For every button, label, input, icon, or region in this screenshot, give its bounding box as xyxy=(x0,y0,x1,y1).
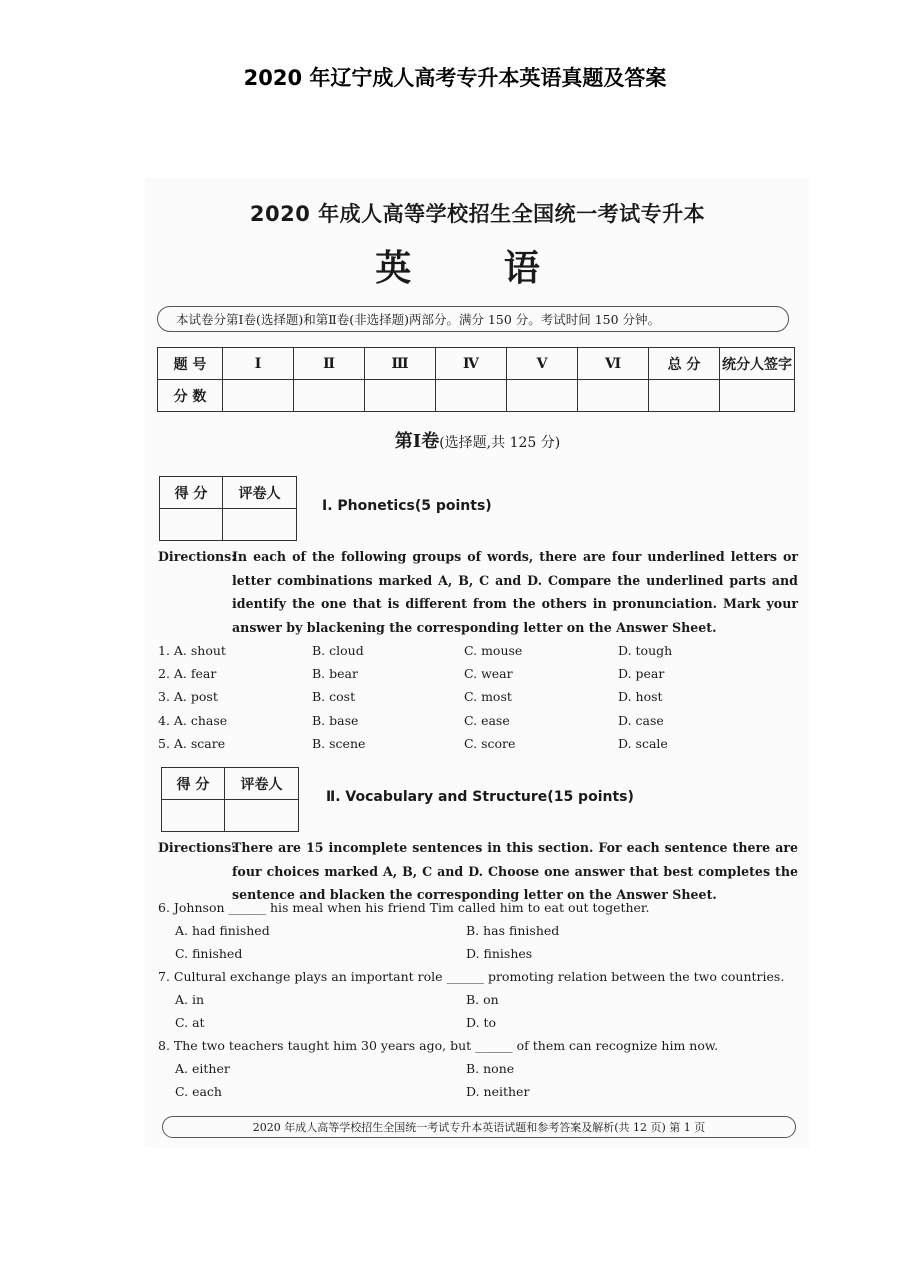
section2-heading: Ⅱ. Vocabulary and Structure(15 points) xyxy=(326,789,634,805)
option: C. score xyxy=(464,735,516,751)
list-item xyxy=(158,666,798,689)
option: C. mouse xyxy=(464,643,523,658)
option: B. none xyxy=(466,1061,515,1076)
score-row-label: 分 数 xyxy=(158,380,223,412)
document-title: 2020 年辽宁成人高考专升本英语真题及答案 xyxy=(243,66,667,90)
option-row xyxy=(158,992,798,1015)
option: C. ease xyxy=(464,712,510,728)
section1-directions xyxy=(158,545,798,639)
directions-label: Directions: xyxy=(158,840,236,855)
option: B. on xyxy=(466,992,499,1007)
score-cell xyxy=(578,380,649,412)
grader-score-cell xyxy=(162,800,225,832)
option: 1. A. shout xyxy=(158,643,226,658)
score-cell xyxy=(223,380,294,412)
option: 3. A. post xyxy=(158,689,218,705)
option: D. to xyxy=(466,1015,497,1030)
option: D. scale xyxy=(618,735,668,751)
option: D. case xyxy=(618,712,664,728)
option: 4. A. chase xyxy=(158,712,228,728)
list-item xyxy=(158,713,798,736)
option: D. host xyxy=(618,689,663,705)
exam-title: 2020 年成人高等学校招生全国统一考试专升本 xyxy=(249,202,706,226)
score-header-cell: 总 分 xyxy=(649,348,720,380)
directions-text: In each of the following groups of words, there are four underlined letters or letter combinations marked A, B, C and D. Compare the underlined parts and identify the one that is different from the others in pronunciation. Mark your answer by blackening the corresponding letter on the Answer Sheet. xyxy=(232,549,798,635)
grader-reviewer-cell xyxy=(225,800,299,832)
question-stem xyxy=(158,1038,798,1061)
part1-title-text: 第Ⅰ卷 xyxy=(394,431,440,452)
score-header-cell: Ⅱ xyxy=(294,348,365,380)
directions-label: Directions: xyxy=(158,549,236,564)
option: C. finished xyxy=(175,946,243,961)
option: C. most xyxy=(464,689,512,705)
score-table-header-row xyxy=(158,348,795,380)
page-footer: 2020 年成人高等学校招生全国统一考试专升本英语试题和参考答案及解析(共 12 页) 第 1 页 xyxy=(162,1116,796,1138)
grader-score-cell xyxy=(160,509,223,541)
score-table xyxy=(157,347,795,412)
score-header-cell: Ⅴ xyxy=(507,348,578,380)
option: B. base xyxy=(312,712,359,728)
score-cell xyxy=(507,380,578,412)
score-header-cell: 题 号 xyxy=(158,348,223,380)
section1-heading: Ⅰ. Phonetics(5 points) xyxy=(322,498,492,514)
score-cell xyxy=(649,380,720,412)
option: D. finishes xyxy=(466,946,533,961)
question-stem xyxy=(158,969,798,992)
score-header-cell: Ⅳ xyxy=(436,348,507,380)
score-header-cell: Ⅵ xyxy=(578,348,649,380)
option: 5. A. scare xyxy=(158,735,226,751)
option: C. each xyxy=(175,1084,222,1099)
score-cell xyxy=(365,380,436,412)
grader-box xyxy=(159,476,297,541)
list-item xyxy=(158,689,798,712)
score-header-cell: 统分人签字 xyxy=(720,348,795,380)
option: B. bear xyxy=(312,666,358,682)
option: B. has finished xyxy=(466,923,560,938)
option: A. in xyxy=(175,992,205,1007)
score-table-row xyxy=(158,380,795,412)
score-header-cell: Ⅰ xyxy=(223,348,294,380)
grader-score-label: 得 分 xyxy=(162,768,225,800)
grader-score-label: 得 分 xyxy=(160,477,223,509)
option: B. cloud xyxy=(312,643,364,658)
option: C. at xyxy=(175,1015,205,1030)
question-stem xyxy=(158,900,798,923)
stem-text: 7. Cultural exchange plays an important role ______ promoting relation between the two countries. xyxy=(158,969,785,984)
list-item xyxy=(158,736,798,759)
option-row xyxy=(158,1061,798,1084)
exam-note: 本试卷分第Ⅰ卷(选择题)和第Ⅱ卷(非选择题)两部分。满分 150 分。考试时间 150 分钟。 xyxy=(157,306,789,332)
option: B. cost xyxy=(312,689,356,705)
option: 2. A. fear xyxy=(158,666,217,682)
subject-title: 英 语 xyxy=(375,248,580,289)
score-header-cell: Ⅲ xyxy=(365,348,436,380)
option: A. either xyxy=(175,1061,230,1076)
part1-subtitle: (选择题,共 125 分) xyxy=(439,435,561,451)
option: B. scene xyxy=(312,735,366,751)
option: D. tough xyxy=(618,643,673,658)
stem-text: 8. The two teachers taught him 30 years ago, but ______ of them can recognize him now. xyxy=(158,1038,719,1053)
grader-reviewer-label: 评卷人 xyxy=(225,768,299,800)
grader-box xyxy=(161,767,299,832)
option-row xyxy=(158,1084,798,1107)
vocabulary-questions xyxy=(158,900,798,1107)
option: D. neither xyxy=(466,1084,530,1099)
score-cell xyxy=(720,380,795,412)
score-cell xyxy=(294,380,365,412)
directions-text: There are 15 incomplete sentences in this section. For each sentence there are four choices marked A, B, C and D. Choose one answer that best completes the sentence and blacken the corresponding letter on the Answer Sheet. xyxy=(232,840,798,902)
stem-text: 6. Johnson ______ his meal when his friend Tim called him to eat out together. xyxy=(158,900,650,915)
part1-title xyxy=(145,427,810,453)
score-cell xyxy=(436,380,507,412)
grader-reviewer-label: 评卷人 xyxy=(223,477,297,509)
option-row xyxy=(158,923,798,946)
list-item xyxy=(158,643,798,666)
option: A. had finished xyxy=(175,923,270,938)
option: C. wear xyxy=(464,666,513,682)
phonetics-items xyxy=(158,643,798,759)
grader-reviewer-cell xyxy=(223,509,297,541)
option: D. pear xyxy=(618,666,665,682)
section2-directions xyxy=(158,836,798,907)
option-row xyxy=(158,1015,798,1038)
option-row xyxy=(158,946,798,969)
